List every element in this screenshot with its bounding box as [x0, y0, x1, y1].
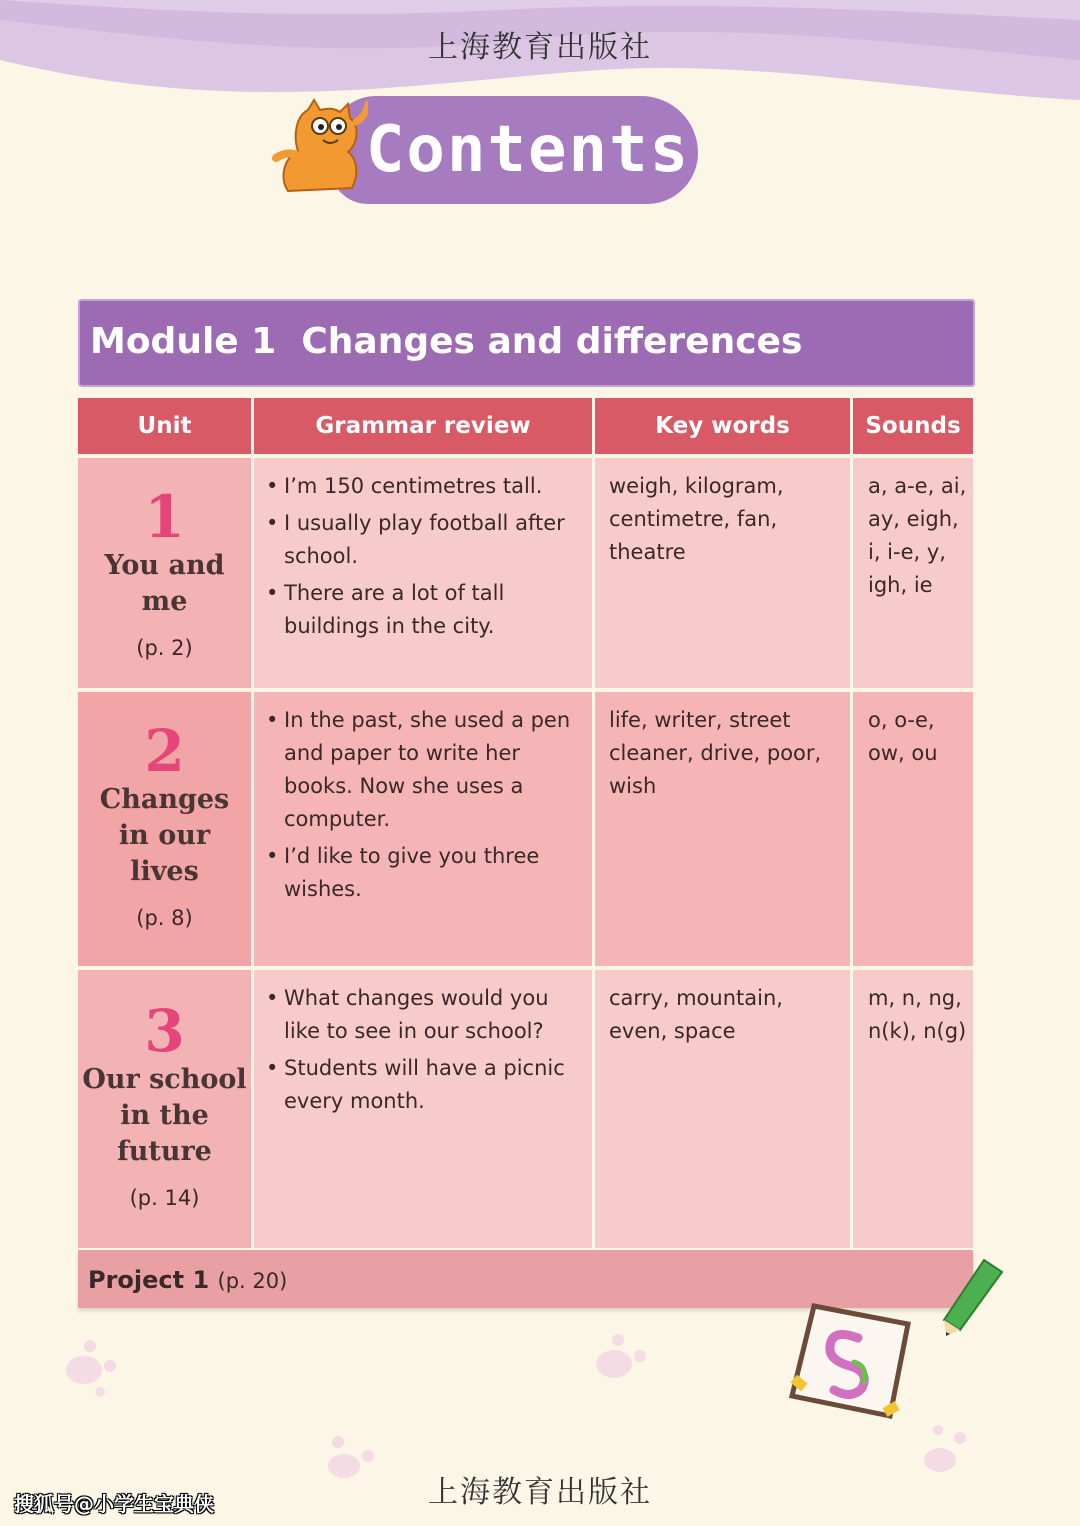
key-words-cell [595, 692, 850, 966]
sounds-line: igh, ie [868, 573, 933, 597]
module-label: Module 1 [90, 321, 277, 362]
pencil-icon [940, 1258, 1006, 1338]
grammar-item: • I’m 150 centimetres tall. [266, 470, 582, 503]
unit-name-line: Changes [99, 784, 230, 815]
grammar-cell [254, 970, 592, 1248]
unit-number: 3 [144, 997, 185, 1065]
contents-title: Contents [365, 113, 691, 187]
unit-name-line: Our school [82, 1064, 247, 1095]
table-row [78, 458, 973, 688]
unit-cell [78, 458, 251, 688]
project-label-wrap [88, 1266, 287, 1294]
grammar-item: • What changes would you like to see in our school? [266, 982, 578, 1048]
unit-cell [78, 692, 251, 966]
module-header [78, 299, 975, 387]
publisher-name-top: 上海教育出版社 [428, 30, 652, 65]
paw-print-icon [60, 1336, 130, 1406]
unit-name-line: me [141, 586, 188, 617]
watermark: 搜狐号@小学生宝典侠 [14, 1492, 214, 1516]
grammar-item: • There are a lot of tall buildings in the city. [266, 577, 582, 643]
sounds-line: ow, ou [868, 741, 938, 765]
grammar-item: • Students will have a picnic every month. [266, 1052, 578, 1118]
key-words: life, writer, street cleaner, drive, poor, wish [609, 708, 822, 798]
unit-name-line: in our [118, 820, 211, 851]
grammar-cell [254, 458, 592, 688]
module-name: Changes and differences [301, 321, 803, 362]
sounds-line: m, n, ng, [868, 986, 962, 1010]
grammar-item: • I’d like to give you three wishes. [266, 840, 580, 906]
contents-banner [330, 96, 698, 204]
unit-name-line: in the [120, 1100, 209, 1131]
unit-cell [78, 970, 251, 1248]
unit-name-line: lives [130, 856, 199, 887]
module-title [90, 321, 802, 362]
sounds-line: a, a-e, ai, [868, 474, 967, 498]
header-grammar-review: Grammar review [254, 398, 592, 454]
project-bar [78, 1250, 973, 1308]
sounds-line: o, o-e, [868, 708, 935, 732]
unit-page: (p. 14) [129, 1186, 200, 1210]
table-row [78, 970, 973, 1248]
sounds-line: n(k), n(g) [868, 1019, 967, 1043]
unit-name-line: You and [104, 550, 225, 581]
header-sounds: Sounds [853, 398, 973, 454]
unit-page: (p. 2) [136, 636, 193, 660]
letter-s-card-icon [788, 1302, 914, 1420]
table-row [78, 692, 973, 966]
publisher-name-bottom: 上海教育出版社 [428, 1475, 652, 1510]
grammar-item: • In the past, she used a pen and paper to write her books. Now she uses a computer. [266, 704, 580, 836]
project-page: (p. 20) [217, 1269, 288, 1293]
key-words-cell [595, 970, 850, 1248]
grammar-cell [254, 692, 592, 966]
unit-number: 2 [144, 717, 185, 785]
sounds-line: ay, eigh, [868, 507, 959, 531]
key-words: weigh, kilogram, centimetre, fan, theatre [609, 474, 784, 564]
unit-name-line: future [117, 1136, 212, 1167]
header-unit: Unit [78, 398, 251, 454]
sounds-line: i, i-e, y, [868, 540, 946, 564]
key-words: carry, mountain, even, space [609, 986, 783, 1043]
paw-print-icon [588, 1330, 658, 1390]
cat-mascot-icon [268, 96, 368, 196]
unit-page: (p. 8) [136, 906, 193, 930]
unit-number: 1 [144, 483, 185, 551]
sounds-cell [853, 970, 973, 1248]
sounds-cell [853, 692, 973, 966]
sounds-cell [853, 458, 973, 688]
grammar-item: • I usually play football after school. [266, 507, 582, 573]
key-words-cell [595, 458, 850, 688]
header-key-words: Key words [595, 398, 850, 454]
project-label: Project 1 [88, 1266, 210, 1294]
